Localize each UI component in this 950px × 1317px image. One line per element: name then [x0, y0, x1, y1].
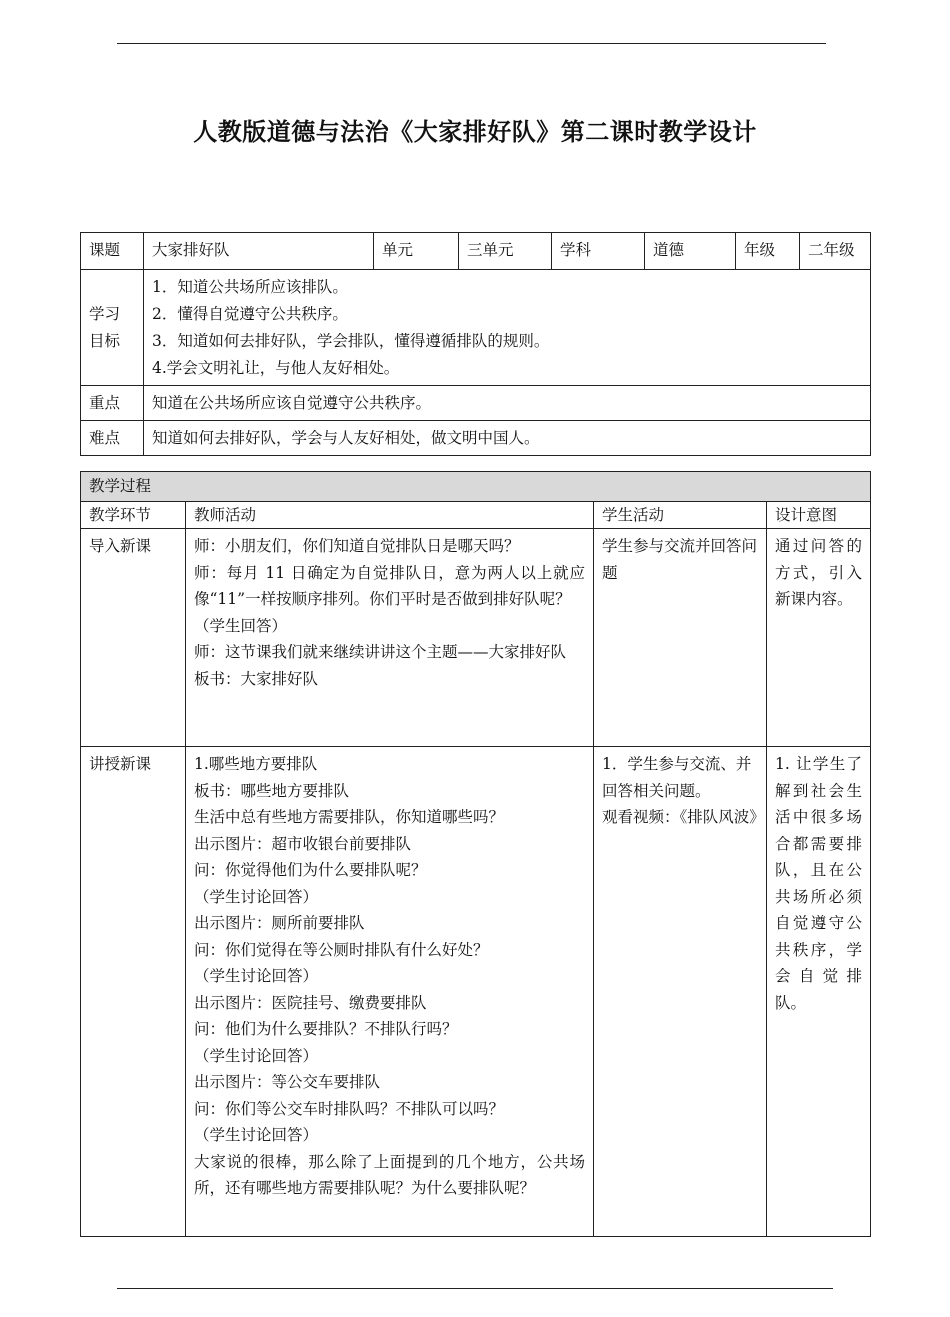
goal-item: 4.学会文明礼让，与他人友好相处。	[152, 359, 400, 377]
key-value: 知道在公共场所应该自觉遵守公共秩序。	[144, 386, 871, 421]
teacher-activity-cell	[186, 529, 594, 747]
student-activity-cell	[594, 747, 767, 1237]
subject-label: 学科	[552, 233, 645, 270]
info-table	[80, 232, 871, 456]
student-line: 学生参与交流并回答问题	[602, 537, 758, 582]
teacher-line: 1.哪些地方要排队	[194, 755, 318, 773]
column-header: 教师活动	[186, 501, 594, 529]
teacher-line: （学生讨论回答）	[194, 887, 319, 906]
teacher-line: 生活中总有些地方需要排队，你知道哪些吗？	[194, 808, 505, 826]
goals-list	[144, 270, 871, 386]
process-column-headers	[81, 501, 871, 529]
teacher-line: 出示图片：医院挂号、缴费要排队	[194, 993, 427, 1012]
topic-label: 课题	[81, 233, 144, 270]
teacher-line: 问：你们等公交车时排队吗？不排队可以吗？	[194, 1099, 505, 1118]
page-title: 人教版道德与法治《大家排好队》第二课时教学设计	[193, 118, 757, 146]
teacher-line: 出示图片：厕所前要排队	[194, 914, 365, 932]
teacher-line: （学生讨论回答）	[194, 967, 319, 985]
intent-text: 通过问答的方式，引入新课内容。	[775, 537, 863, 608]
teacher-line: 问：你们觉得在等公厕时排队有什么好处？	[194, 940, 489, 959]
header-rule	[117, 43, 826, 44]
unit-value: 三单元	[459, 233, 552, 270]
stage-cell: 讲授新课	[81, 747, 186, 1237]
info-row-key	[81, 386, 871, 421]
goal-item: 2．懂得自觉遵守公共秩序。	[152, 305, 348, 323]
process-header: 教学过程	[81, 472, 871, 502]
teacher-line: 问：你觉得他们为什么要排队呢？	[194, 861, 427, 879]
column-header: 教学环节	[81, 501, 186, 529]
teacher-line: 大家说的很棒，那么除了上面提到的几个地方，公共场所，还有哪些地方需要排队呢？为什么要排队呢？	[194, 1152, 585, 1197]
process-row-new-lesson	[81, 747, 871, 1237]
key-label: 重点	[81, 386, 144, 421]
teacher-line: 板书：哪些地方要排队	[194, 781, 350, 800]
design-intent-cell	[767, 747, 871, 1237]
info-row-difficulty	[81, 421, 871, 456]
teacher-line: 师：小朋友们，你们知道自觉排队日是哪天吗？	[194, 537, 520, 555]
process-row-intro	[81, 529, 871, 747]
column-header: 设计意图	[767, 501, 871, 529]
teacher-line: （学生回答）	[194, 616, 288, 635]
goal-item: 3．知道如何去排好队，学会排队，懂得遵循排队的规则。	[152, 332, 550, 350]
teacher-line: （学生讨论回答）	[194, 1126, 319, 1144]
goal-item: 1．知道公共场所应该排队。	[152, 278, 348, 296]
teacher-line: 板书：大家排好队	[194, 669, 319, 688]
teacher-line: （学生讨论回答）	[194, 1046, 319, 1065]
teacher-line: 出示图片：等公交车要排队	[194, 1073, 381, 1091]
stage-cell: 导入新课	[81, 529, 186, 747]
info-row-meta	[81, 233, 871, 270]
teacher-line: 出示图片：超市收银台前要排队	[194, 834, 412, 853]
unit-label: 单元	[374, 233, 459, 270]
design-intent-cell	[767, 529, 871, 747]
difficulty-label: 难点	[81, 421, 144, 456]
subject-value: 道德	[645, 233, 736, 270]
teacher-line: 师：这节课我们就来继续讲讲这个主题——大家排好队	[194, 643, 567, 661]
grade-value: 二年级	[800, 233, 871, 270]
teacher-line: 问：他们为什么要排队？不排队行吗？	[194, 1020, 458, 1038]
grade-label: 年级	[736, 233, 800, 270]
teacher-activity-cell	[186, 747, 594, 1237]
student-line: 观看视频：《排队风波》	[602, 808, 765, 826]
info-row-goals	[81, 270, 871, 386]
intent-text: 1. 让学生了解到社会生活中很多场合都需要排队，且在公共场所必须自觉遵守公共秩序，学会自觉排队。	[775, 755, 863, 1012]
goals-label: 学习 目标	[81, 270, 144, 386]
difficulty-value: 知道如何去排好队，学会与人友好相处，做文明中国人。	[144, 421, 871, 456]
column-header: 学生活动	[594, 501, 767, 529]
teacher-line: 师：每月 11 日确定为自觉排队日，意为两人以上就应像“11”一样按顺序排列。你们平时是否做到排好队呢？	[194, 563, 585, 608]
footer-rule	[117, 1288, 833, 1289]
process-table	[80, 471, 871, 1237]
process-header-row	[81, 472, 871, 502]
topic-value: 大家排好队	[144, 233, 374, 270]
student-activity-cell	[594, 529, 767, 747]
student-line: 1．学生参与交流、并回答相关问题。	[602, 755, 752, 800]
